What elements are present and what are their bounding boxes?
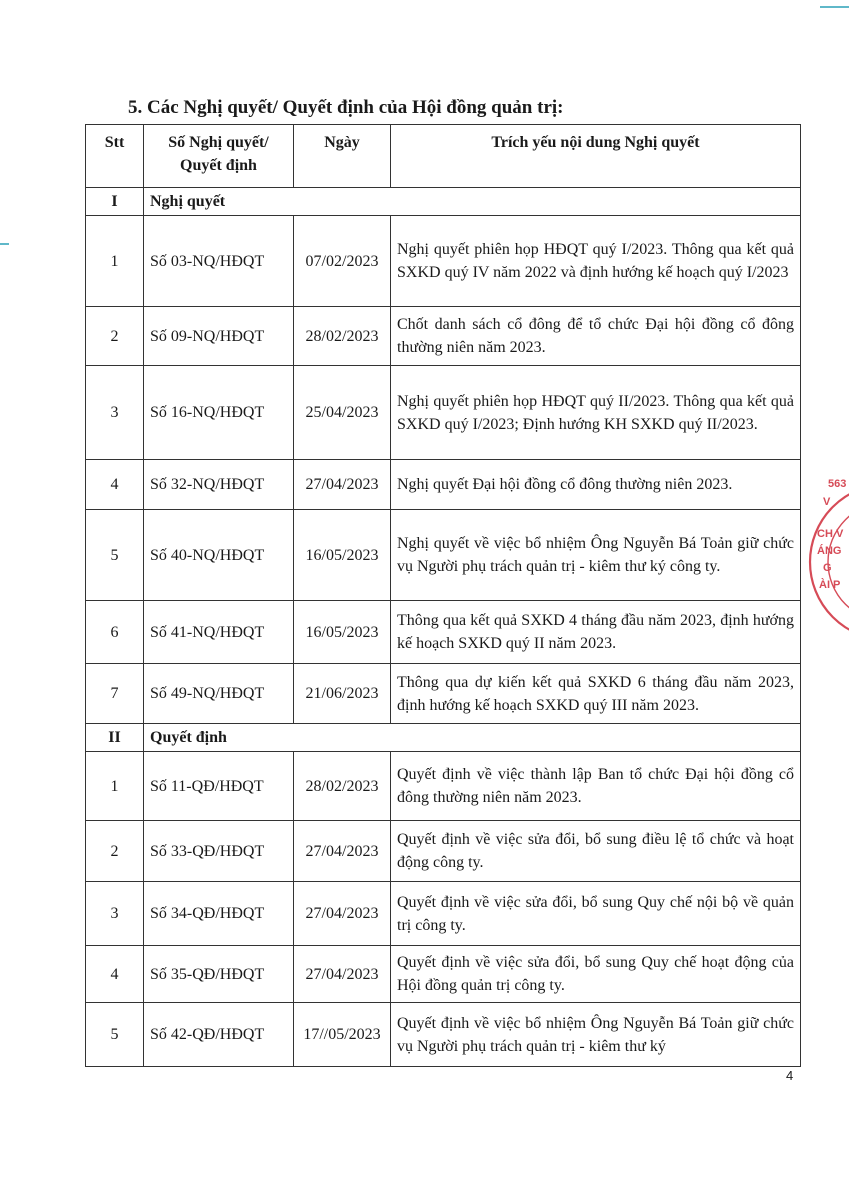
row-number: Số 11-QĐ/HĐQT	[144, 752, 294, 821]
row-summary: Quyết định về việc bổ nhiệm Ông Nguyễn Bá Toản giữ chức vụ Người phụ trách quản trị - kiêm thư ký	[391, 1003, 801, 1067]
row-summary: Thông qua dự kiến kết quả SXKD 6 tháng đầu năm 2023, định hướng kế hoạch SXKD quý III năm 2023.	[391, 664, 801, 724]
table-row	[86, 460, 801, 510]
row-stt: 1	[86, 216, 144, 307]
row-date: 07/02/2023	[294, 216, 391, 307]
section-roman: I	[86, 188, 144, 216]
row-stt: 2	[86, 307, 144, 366]
row-date: 28/02/2023	[294, 307, 391, 366]
scan-mark-left	[0, 243, 9, 245]
section-heading: 5. Các Nghị quyết/ Quyết định của Hội đồng quản trị:	[128, 97, 564, 118]
table-row	[86, 366, 801, 460]
row-summary: Nghị quyết phiên họp HĐQT quý II/2023. Thông qua kết quả SXKD quý I/2023; Định hướng KH SXKD quý II/2023.	[391, 366, 801, 460]
table-body	[86, 188, 801, 1067]
row-stt: 4	[86, 946, 144, 1003]
row-summary: Quyết định về việc sửa đổi, bổ sung điều lệ tổ chức và hoạt động công ty.	[391, 821, 801, 882]
row-date: 17//05/2023	[294, 1003, 391, 1067]
seal-text: ÀI P	[819, 579, 841, 591]
row-summary: Nghị quyết phiên họp HĐQT quý I/2023. Thông qua kết quả SXKD quý IV năm 2022 và định hướng kế hoạch quý I/2023	[391, 216, 801, 307]
table-row	[86, 510, 801, 601]
row-summary: Chốt danh sách cổ đông để tổ chức Đại hội đồng cổ đông thường niên năm 2023.	[391, 307, 801, 366]
row-number: Số 33-QĐ/HĐQT	[144, 821, 294, 882]
section-title: Nghị quyết	[144, 188, 801, 216]
section-row-decisions	[86, 724, 801, 752]
scan-mark-top-right	[820, 6, 849, 8]
table-row	[86, 946, 801, 1003]
row-stt: 7	[86, 664, 144, 724]
row-date: 16/05/2023	[294, 510, 391, 601]
header-number: Số Nghị quyết/ Quyết định	[144, 125, 294, 188]
table-row	[86, 601, 801, 664]
seal-text: G	[823, 562, 832, 574]
table-row	[86, 664, 801, 724]
row-stt: 3	[86, 882, 144, 946]
table-row	[86, 882, 801, 946]
row-date: 21/06/2023	[294, 664, 391, 724]
row-stt: 1	[86, 752, 144, 821]
row-date: 25/04/2023	[294, 366, 391, 460]
seal-text: 563	[828, 478, 847, 490]
row-date: 16/05/2023	[294, 601, 391, 664]
table-row	[86, 821, 801, 882]
row-summary: Quyết định về việc sửa đổi, bổ sung Quy chế hoạt động của Hội đồng quản trị công ty.	[391, 946, 801, 1003]
row-stt: 6	[86, 601, 144, 664]
page-number: 4	[786, 1068, 794, 1083]
section-roman: II	[86, 724, 144, 752]
seal-text: ÁNG	[817, 545, 842, 557]
seal-graphic	[806, 462, 849, 682]
row-date: 27/04/2023	[294, 821, 391, 882]
row-stt: 4	[86, 460, 144, 510]
row-number: Số 40-NQ/HĐQT	[144, 510, 294, 601]
row-date: 28/02/2023	[294, 752, 391, 821]
row-summary: Quyết định về việc sửa đổi, bổ sung Quy chế nội bộ về quản trị công ty.	[391, 882, 801, 946]
section-title: Quyết định	[144, 724, 801, 752]
row-number: Số 42-QĐ/HĐQT	[144, 1003, 294, 1067]
row-number: Số 09-NQ/HĐQT	[144, 307, 294, 366]
table-row	[86, 752, 801, 821]
header-summary: Trích yếu nội dung Nghị quyết	[391, 125, 801, 188]
resolutions-table	[85, 124, 801, 1067]
row-number: Số 03-NQ/HĐQT	[144, 216, 294, 307]
row-number: Số 34-QĐ/HĐQT	[144, 882, 294, 946]
seal-text: CH V	[817, 528, 844, 540]
table-row	[86, 307, 801, 366]
row-date: 27/04/2023	[294, 882, 391, 946]
section-row-resolutions	[86, 188, 801, 216]
table-header-row	[86, 125, 801, 188]
row-date: 27/04/2023	[294, 946, 391, 1003]
table-row	[86, 1003, 801, 1067]
row-number: Số 49-NQ/HĐQT	[144, 664, 294, 724]
row-stt: 3	[86, 366, 144, 460]
company-seal	[806, 462, 849, 682]
table-row	[86, 216, 801, 307]
row-number: Số 35-QĐ/HĐQT	[144, 946, 294, 1003]
seal-text: V	[823, 496, 831, 508]
row-summary: Nghị quyết Đại hội đồng cổ đông thường niên 2023.	[391, 460, 801, 510]
row-date: 27/04/2023	[294, 460, 391, 510]
row-stt: 5	[86, 510, 144, 601]
header-stt: Stt	[86, 125, 144, 188]
row-number: Số 41-NQ/HĐQT	[144, 601, 294, 664]
row-summary: Nghị quyết về việc bổ nhiệm Ông Nguyễn Bá Toản giữ chức vụ Người phụ trách quản trị - kiêm thư ký công ty.	[391, 510, 801, 601]
row-stt: 5	[86, 1003, 144, 1067]
header-date: Ngày	[294, 125, 391, 188]
row-summary: Thông qua kết quả SXKD 4 tháng đầu năm 2023, định hướng kế hoạch SXKD quý II năm 2023.	[391, 601, 801, 664]
row-summary: Quyết định về việc thành lập Ban tổ chức Đại hội đồng cổ đông thường niên năm 2023.	[391, 752, 801, 821]
row-stt: 2	[86, 821, 144, 882]
row-number: Số 32-NQ/HĐQT	[144, 460, 294, 510]
row-number: Số 16-NQ/HĐQT	[144, 366, 294, 460]
